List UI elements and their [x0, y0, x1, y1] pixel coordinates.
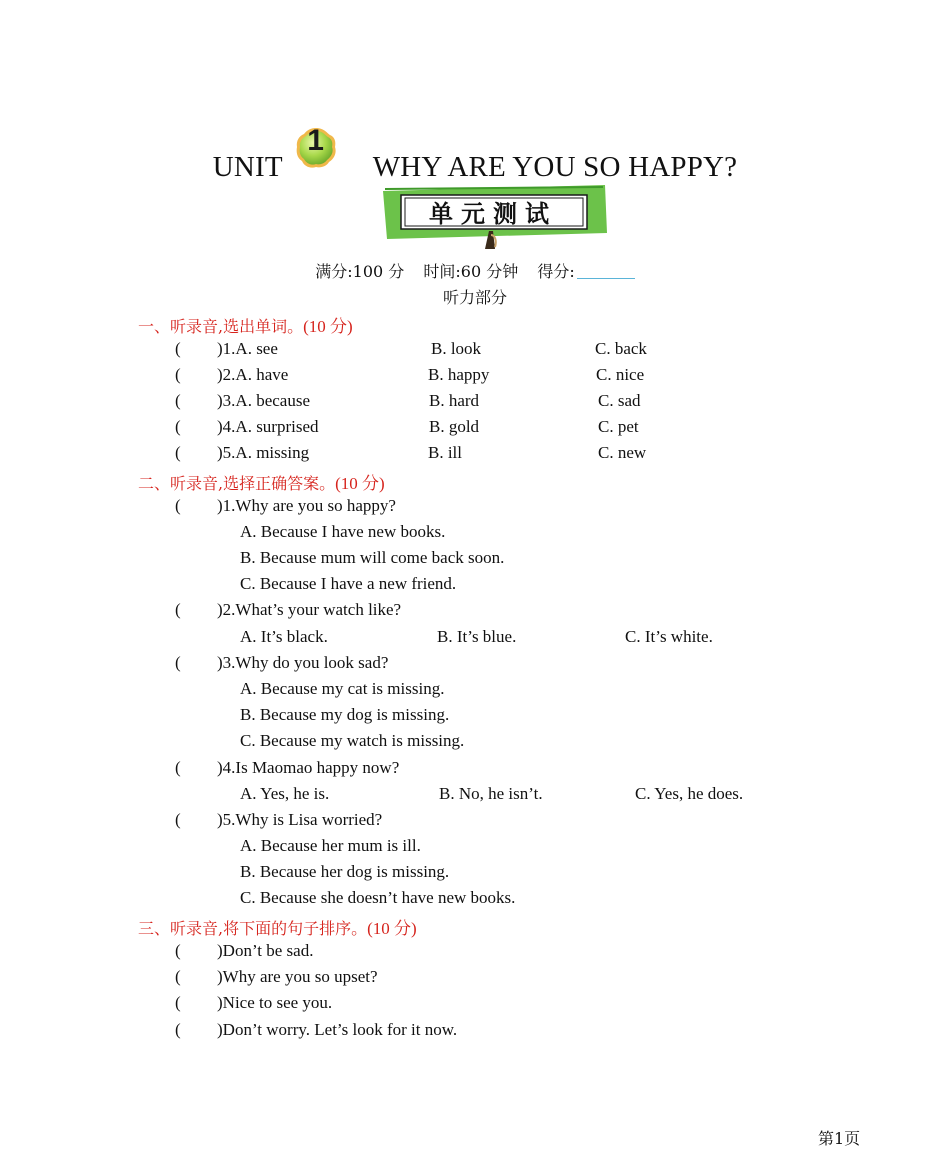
section-3-title: [138, 914, 417, 939]
s2-q5-option-c: C. Because she doesn’t have new books.: [240, 888, 516, 907]
s1-q3-option-b: B. hard: [429, 391, 480, 410]
page-number: 第1页: [818, 1129, 861, 1148]
s1-q4-option-b: B. gold: [429, 417, 480, 436]
part-title: 听力部分: [442, 288, 507, 307]
section-1-title-text: 一、听录音,选出单词。: [138, 317, 304, 336]
bracket[interactable]: (: [175, 443, 181, 462]
bracket[interactable]: (: [175, 600, 181, 619]
unit-title: [0, 124, 950, 184]
s2-q3-option-a: A. Because my cat is missing.: [240, 679, 445, 698]
s2-q2-option-a: A. It’s black.: [240, 627, 328, 646]
s2-q2-question: )2.What’s your watch like?: [217, 600, 402, 619]
s1-q3-stem: )3.A. because: [217, 391, 310, 410]
unit-test-banner: [379, 183, 609, 251]
s2-q1-option-a: A. Because I have new books.: [240, 522, 446, 541]
unit-number: 1: [307, 124, 325, 157]
s3-sentence-1: )Don’t be sad.: [217, 941, 314, 960]
section-1-score: (10 分): [303, 317, 353, 336]
bracket[interactable]: (: [175, 417, 181, 436]
s2-q5-option-b: B. Because her dog is missing.: [240, 862, 450, 881]
s2-q1-question: )1.Why are you so happy?: [217, 496, 396, 515]
s1-q2-option-c: C. nice: [596, 365, 645, 384]
s1-q3-option-c: C. sad: [598, 391, 641, 410]
s2-q4-option-b: B. No, he isn’t.: [439, 784, 543, 803]
s1-q4-stem: )4.A. surprised: [217, 417, 319, 436]
s1-q5-option-b: B. ill: [428, 443, 463, 462]
section-2-title-text: 二、听录音,选择正确答案。: [138, 474, 336, 493]
section-3-score: (10 分): [367, 919, 417, 938]
score-blank[interactable]: [577, 278, 635, 279]
unit-label: UNIT: [212, 151, 283, 183]
s1-q2-stem: )2.A. have: [217, 365, 289, 384]
bracket[interactable]: (: [175, 1020, 181, 1039]
s1-q1-stem: )1.A. see: [217, 339, 278, 358]
unit-title-text: WHY ARE YOU SO HAPPY?: [372, 151, 738, 183]
bracket[interactable]: (: [175, 365, 181, 384]
s3-sentence-4: )Don’t worry. Let’s look for it now.: [217, 1020, 458, 1039]
time-limit: 时间:60 分钟: [423, 262, 519, 281]
bracket[interactable]: (: [175, 810, 181, 829]
s2-q3-question: )3.Why do you look sad?: [217, 653, 389, 672]
bracket[interactable]: (: [175, 993, 181, 1012]
section-3-title-text: 三、听录音,将下面的句子排序。: [138, 919, 368, 938]
section-1-title: [138, 312, 353, 337]
bracket[interactable]: (: [175, 967, 181, 986]
bracket[interactable]: (: [175, 653, 181, 672]
s2-q1-option-b: B. Because mum will come back soon.: [240, 548, 505, 567]
s2-q1-option-c: C. Because I have a new friend.: [240, 574, 457, 593]
s2-q5-option-a: A. Because her mum is ill.: [240, 836, 421, 855]
s1-q4-option-c: C. pet: [598, 417, 639, 436]
bracket[interactable]: (: [175, 391, 181, 410]
banner-text: 单元测试: [429, 200, 557, 228]
s1-q1-option-b: B. look: [431, 339, 482, 358]
s3-sentence-3: )Nice to see you.: [217, 993, 333, 1012]
s2-q3-option-c: C. Because my watch is missing.: [240, 731, 465, 750]
s3-sentence-2: )Why are you so upset?: [217, 967, 378, 986]
s1-q2-option-b: B. happy: [428, 365, 490, 384]
bracket[interactable]: (: [175, 941, 181, 960]
score-label: 得分:: [537, 262, 575, 281]
s2-q4-option-a: A. Yes, he is.: [240, 784, 330, 803]
s2-q4-question: )4.Is Maomao happy now?: [217, 758, 400, 777]
s2-q5-question: )5.Why is Lisa worried?: [217, 810, 383, 829]
full-score: 满分:100 分: [315, 262, 405, 281]
unit-number-badge: [294, 124, 338, 180]
s1-q1-option-c: C. back: [595, 339, 647, 358]
s2-q3-option-b: B. Because my dog is missing.: [240, 705, 450, 724]
s1-q5-option-c: C. new: [598, 443, 647, 462]
bracket[interactable]: (: [175, 758, 181, 777]
s2-q4-option-c: C. Yes, he does.: [635, 784, 744, 803]
s2-q2-option-c: C. It’s white.: [625, 627, 713, 646]
score-info: [0, 259, 950, 282]
section-2-score: (10 分): [335, 474, 385, 493]
section-2-title: [138, 469, 385, 494]
bracket[interactable]: (: [175, 496, 181, 515]
s1-q5-stem: )5.A. missing: [217, 443, 310, 462]
bracket[interactable]: (: [175, 339, 181, 358]
s2-q2-option-b: B. It’s blue.: [437, 627, 517, 646]
